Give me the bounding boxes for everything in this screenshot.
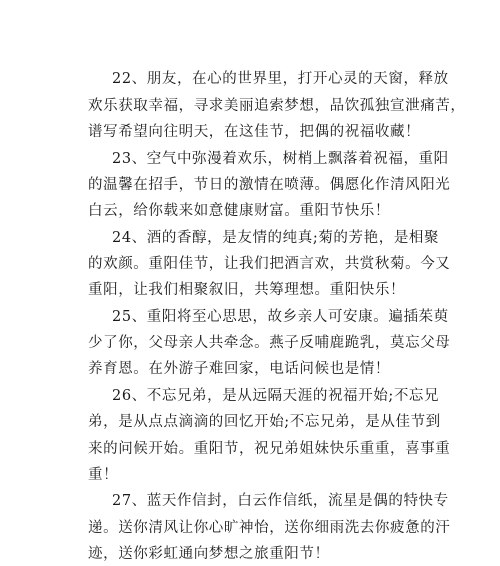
- paragraph-24-line-1: 24、酒的香醇，是友情的纯真;菊的芳艳，是相聚: [112, 230, 440, 246]
- paragraph-25-line-1: 25、重阳将至心思思，故乡亲人可安康。遍插茱萸: [112, 309, 449, 325]
- paragraph-26-line-2: 弟，是从点点滴滴的回忆开始;不忘兄弟，是从佳节到: [88, 414, 441, 430]
- paragraph-27-line-1: 27、蓝天作信封，白云作信纸，流星是偶的特快专: [112, 493, 449, 509]
- paragraph-24-line-3: 重阳，让我们相聚叙旧，共筹理想。重阳快乐！: [88, 282, 406, 298]
- paragraph-23-line-1: 23、空气中弥漫着欢乐，树梢上飘落着祝福，重阳: [112, 151, 449, 167]
- paragraph-26-line-1: 26、不忘兄弟，是从远隔天涯的祝福开始;不忘兄: [112, 388, 440, 404]
- paragraph-26-line-3: 来的问候开始。重阳节，祝兄弟姐妹快乐重重，喜事重: [88, 441, 451, 457]
- paragraph-23-line-2: 的温馨在招手，节日的激情在喷薄。偶愿化作清风阳光: [88, 177, 451, 193]
- paragraph-22-line-3: 谱写希望向往明天，在这佳节，把偶的祝福收藏！: [88, 124, 421, 140]
- paragraph-22-line-2: 欢乐获取幸福，寻求美丽追索梦想，品饮孤独宣泄痛苦，: [88, 98, 466, 114]
- paragraph-26-line-4: 重！: [88, 467, 119, 483]
- paragraph-24-line-2: 的欢颜。重阳佳节，让我们把酒言欢，共赏秋菊。今又: [88, 256, 451, 272]
- paragraph-25-line-2: 少了你，父母亲人共牵念。燕子反哺鹿跪乳，莫忘父母: [88, 335, 451, 351]
- paragraph-25-line-3: 养育恩。在外游子难回家，电话问候也是情！: [88, 361, 390, 377]
- paragraph-23-line-3: 白云，给你载来如意健康财富。重阳节快乐！: [88, 203, 390, 219]
- paragraph-27-line-2: 递。送你清风让你心旷神怡，送你细雨洗去你疲惫的汗: [88, 520, 451, 536]
- paragraph-27-line-3: 迹，送你彩虹通向梦想之旅重阳节！: [88, 546, 330, 562]
- paragraph-22-line-1: 22、朋友，在心的世界里，打开心灵的天窗，释放: [112, 71, 449, 87]
